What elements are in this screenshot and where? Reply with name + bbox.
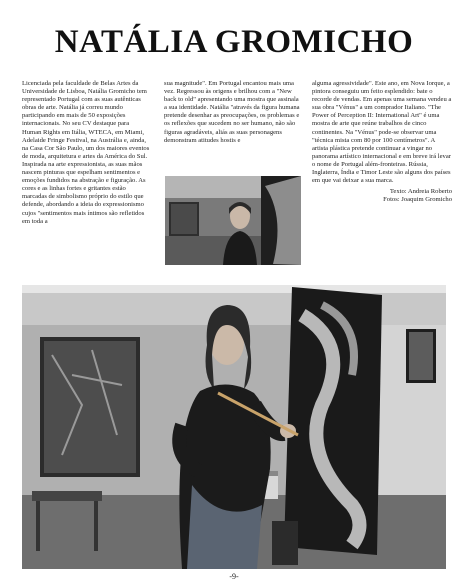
credit-text: Texto: Andreia Roberto	[389, 188, 452, 196]
article-title: NATÁLIA GROMICHO	[54, 24, 414, 60]
credits	[312, 188, 452, 204]
credit-photos: Fotos: Joaquim Gromicho	[383, 196, 452, 204]
column-2-text: sua magnitude". Em Portugal encantou mais uma vez. Regressou às origens e brilhou com a "New back to old" apresentando uma mostra que assinala a sua identidade. Natália "através da figura humana pretende desenhar as preocupações, os problemas e os reflexões que sucedem no ser humano, não são figuras agradáveis, aliás as suas personagens demonstram atitudes hostis e	[164, 80, 300, 144]
column-1-text: Licenciada pela faculdade de Belas Artes da Universidade de Lisboa, Natália Gromicho tem representado Portugal com as suas autênticas obras de arte. Natália já correu mundo participando em mais de 50 exposições internacionais. No seu CV destaque para Human Rights em Itália, WTECA, em Miami, Adelaide Fringe Festival, na Austrália e, ainda, na Casa Cor São Paulo, um dos maiores eventos de moda, arquitetura e artes da América do Sul. Inspirada na arte expressionista, as suas mãos nascem pinturas que espelham sentimentos e emoções fundidos na abstração e figuração. As cores e as linhas fortes e gritantes estão marcadas de simbolismo próprio do estilo que defende, abordando a ideia do expressionismo cujos "sentimentos mais íntimos são refletidos em toda a	[22, 80, 150, 225]
large-photo-artist-painting	[22, 285, 446, 569]
page-number: -9-	[229, 572, 239, 581]
text-column-3	[312, 80, 452, 204]
column-3-text: alguma agressividade". Este ano, em Nova Iorque, a pintora conseguiu um feito esplendido: bate o recorde de vendas. Em apenas uma semana vendeu a sua obra "Vénus" a um comprador Italiano. "The Power of Perception II: International Art" é uma mostra de arte que reúne trabalhos de cinco continentes. Na "Vénus" pode-se observar uma "técnica mista com 80 por 100 centímetros". A artista plástica pretende continuar a vingar no panorama artístico internacional e em breve irá levar o nome de Portugal além-fronteiras. Rússia, Inglaterra, Índia e Timor Leste são alguns dos países em que vai deixar a sua marca.	[312, 80, 452, 185]
text-column-1	[22, 80, 150, 226]
small-photo-artist	[165, 176, 301, 265]
text-column-2	[164, 80, 302, 145]
